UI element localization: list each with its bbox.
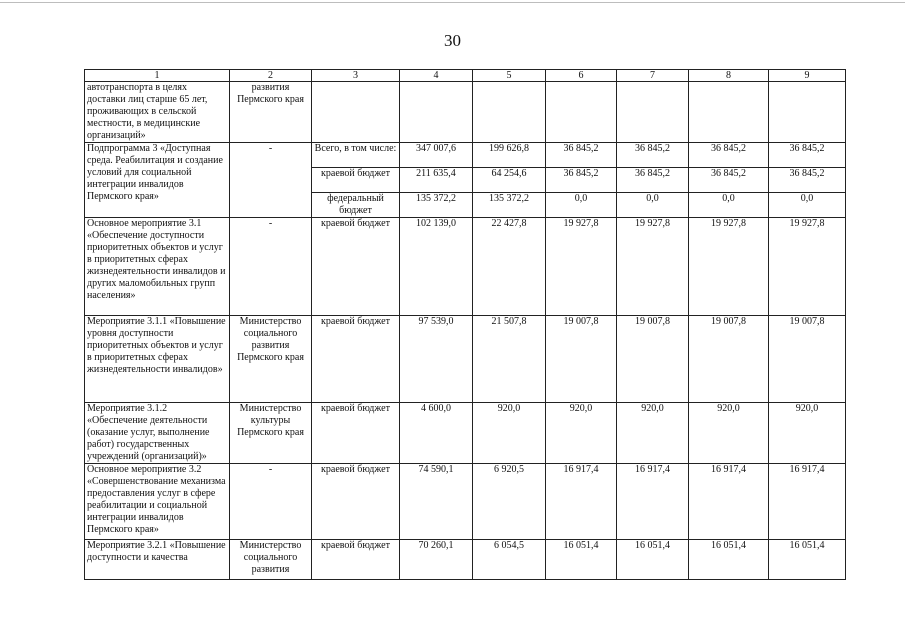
value-cell: 199 626,8 <box>473 143 546 168</box>
value-cell: 16 051,4 <box>546 540 617 580</box>
value-cell: 64 254,6 <box>473 168 546 193</box>
executor: - <box>230 464 312 540</box>
header-cell: 1 <box>85 70 230 82</box>
value-cell: 920,0 <box>769 403 846 464</box>
value-cell: 920,0 <box>689 403 769 464</box>
table-row <box>85 218 846 316</box>
value-cell <box>769 82 846 143</box>
value-cell: 97 539,0 <box>400 316 473 403</box>
value-cell: 6 920,5 <box>473 464 546 540</box>
funding-source <box>312 82 400 143</box>
value-cell: 36 845,2 <box>546 168 617 193</box>
value-cell <box>400 82 473 143</box>
activity-name: Мероприятие 3.1.1 «Повышение уровня доступности приоритетных объектов и услуг в приоритетных сферах жизнедеятельности инвалидов» <box>85 316 230 403</box>
activity-name: Основное мероприятие 3.2 «Совершенствование механизма предоставления услуг в сфере реабилитации и социальной интеграции инвалидов Пермского края» <box>85 464 230 540</box>
value-cell: 19 927,8 <box>546 218 617 316</box>
value-cell: 36 845,2 <box>617 168 689 193</box>
header-row <box>85 70 846 82</box>
funding-source: краевой бюджет <box>312 168 400 193</box>
value-cell: 19 927,8 <box>689 218 769 316</box>
table-row <box>85 316 846 403</box>
value-cell: 16 917,4 <box>546 464 617 540</box>
page-number: 30 <box>444 31 461 50</box>
executor: Министерство социального развития <box>230 540 312 580</box>
value-cell: 36 845,2 <box>689 143 769 168</box>
value-cell: 19 927,8 <box>617 218 689 316</box>
value-cell: 16 051,4 <box>769 540 846 580</box>
funding-source: Всего, в том числе: <box>312 143 400 168</box>
value-cell: 74 590,1 <box>400 464 473 540</box>
activity-name: Подпрограмма 3 «Доступная среда. Реабилитация и создание условий для социальной интеграции инвалидов Пермского края» <box>85 143 230 218</box>
header-cell: 6 <box>546 70 617 82</box>
table-row <box>85 540 846 580</box>
value-cell <box>473 82 546 143</box>
value-cell: 36 845,2 <box>617 143 689 168</box>
value-cell: 4 600,0 <box>400 403 473 464</box>
executor: - <box>230 218 312 316</box>
table-row <box>85 143 846 168</box>
executor: развития Пермского края <box>230 82 312 143</box>
funding-source: краевой бюджет <box>312 540 400 580</box>
value-cell: 22 427,8 <box>473 218 546 316</box>
top-rule <box>0 2 905 3</box>
value-cell: 6 054,5 <box>473 540 546 580</box>
value-cell: 36 845,2 <box>689 168 769 193</box>
executor: - <box>230 143 312 218</box>
value-cell: 16 917,4 <box>617 464 689 540</box>
value-cell: 102 139,0 <box>400 218 473 316</box>
funding-source: федеральный бюджет <box>312 193 400 218</box>
value-cell: 19 927,8 <box>769 218 846 316</box>
value-cell <box>617 82 689 143</box>
value-cell: 0,0 <box>689 193 769 218</box>
header-cell: 2 <box>230 70 312 82</box>
value-cell: 36 845,2 <box>769 143 846 168</box>
header-cell: 8 <box>689 70 769 82</box>
header-cell: 3 <box>312 70 400 82</box>
value-cell: 16 917,4 <box>769 464 846 540</box>
value-cell: 135 372,2 <box>473 193 546 218</box>
value-cell: 19 007,8 <box>546 316 617 403</box>
funding-source: краевой бюджет <box>312 464 400 540</box>
table-row <box>85 464 846 540</box>
value-cell: 0,0 <box>546 193 617 218</box>
funding-source: краевой бюджет <box>312 403 400 464</box>
value-cell: 36 845,2 <box>546 143 617 168</box>
value-cell: 36 845,2 <box>769 168 846 193</box>
activity-name: Основное мероприятие 3.1 «Обеспечение доступности приоритетных объектов и услуг в приоритетных сферах жизнедеятельности инвалидов и других маломобильных групп населения» <box>85 218 230 316</box>
value-cell: 135 372,2 <box>400 193 473 218</box>
value-cell: 19 007,8 <box>689 316 769 403</box>
activity-name: Мероприятие 3.1.2 «Обеспечение деятельности (оказание услуг, выполнение работ) государственных учреждений (организаций)» <box>85 403 230 464</box>
value-cell: 347 007,6 <box>400 143 473 168</box>
value-cell: 211 635,4 <box>400 168 473 193</box>
value-cell: 920,0 <box>473 403 546 464</box>
value-cell: 920,0 <box>546 403 617 464</box>
value-cell: 16 051,4 <box>689 540 769 580</box>
value-cell: 19 007,8 <box>769 316 846 403</box>
table-row <box>85 403 846 464</box>
budget-table <box>84 69 846 580</box>
funding-source: краевой бюджет <box>312 316 400 403</box>
value-cell: 920,0 <box>617 403 689 464</box>
value-cell: 21 507,8 <box>473 316 546 403</box>
executor: Министерство культуры Пермского края <box>230 403 312 464</box>
table-row <box>85 82 846 143</box>
executor: Министерство социального развития Пермского края <box>230 316 312 403</box>
value-cell: 16 917,4 <box>689 464 769 540</box>
funding-source: краевой бюджет <box>312 218 400 316</box>
value-cell: 70 260,1 <box>400 540 473 580</box>
value-cell: 16 051,4 <box>617 540 689 580</box>
header-cell: 4 <box>400 70 473 82</box>
activity-name: автотранспорта в целях доставки лиц старше 65 лет, проживающих в сельской местности, в медицинские организаций» <box>85 82 230 143</box>
header-cell: 5 <box>473 70 546 82</box>
value-cell: 19 007,8 <box>617 316 689 403</box>
header-cell: 9 <box>769 70 846 82</box>
header-cell: 7 <box>617 70 689 82</box>
value-cell <box>546 82 617 143</box>
activity-name: Мероприятие 3.2.1 «Повышение доступности и качества <box>85 540 230 580</box>
value-cell <box>689 82 769 143</box>
value-cell: 0,0 <box>769 193 846 218</box>
value-cell: 0,0 <box>617 193 689 218</box>
